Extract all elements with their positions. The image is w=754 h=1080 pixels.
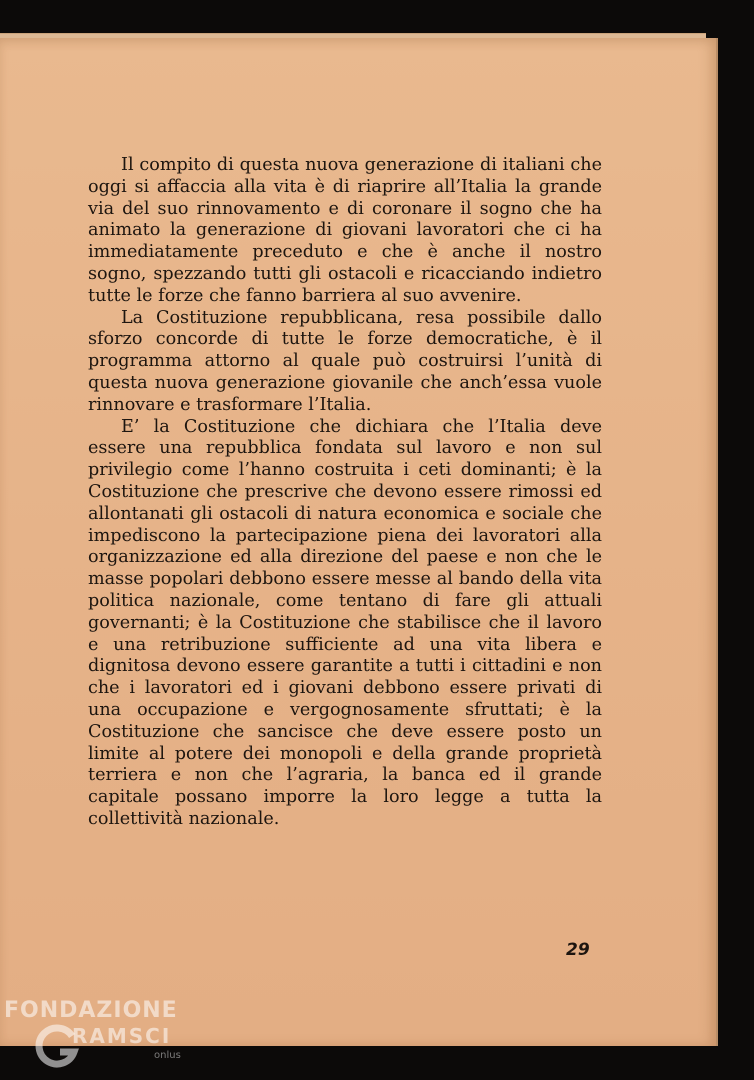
- paragraph-2: La Costituzione repubblicana, resa possibile dallo sforzo concorde di tutte le forze democratiche, è il programma attorno al quale può costruirsi l’unità di questa nuova generazione giovanile che anch’essa vuole rinnovare e trasformare l’Italia.: [88, 307, 602, 415]
- watermark-logo: [4, 996, 194, 1076]
- body-text: [88, 155, 602, 831]
- paragraph-3: E’ la Costituzione che dichiara che l’Italia deve essere una repubblica fondata sul lavoro e non sul privilegio come l’hanno costruita i ceti dominanti; è la Costituzione che prescrive che devono essere rimossi ed allontanati gli ostacoli di natura economica e sociale che impediscono la partecipazione piena dei lavoratori alla organizzazione ed alla direzione del paese e non che le masse popolari debbono essere messe al bando della vita politica nazionale, come tentano di fare gli attuali governanti; è la Costituzione che stabilisce che il lavoro e una retribuzione sufficiente ad una vita libera e dignitosa devono essere garantite a tutti i cittadini e non che i lavoratori ed i giovani debbono essere privati di una occupazione e vergognosamente sfruttati; è la Costituzione che sancisce che deve essere posto un limite al potere dei monopoli e della grande proprietà terriera e non che l’agraria, la banca ed il grande capitale possano imporre la loro legge a tutta la collettività nazionale.: [88, 416, 602, 829]
- watermark-suffix: onlus: [154, 1050, 181, 1061]
- paragraph-1: Il compito di questa nuova generazione di italiani che oggi si affaccia alla vita è di riaprire all’Italia la grande via del suo rinnovamento e di coronare il sogno che ha animato la generazione di giovani lavoratori che ci ha immediatamente preceduto e che è anche il nostro sogno, spezzando tutti gli ostacoli e ricacciando indietro tutte le forze che fanno barriera al suo avvenire.: [88, 155, 602, 306]
- page-number: 29: [566, 940, 590, 960]
- watermark-line1: FONDAZIONE: [4, 998, 178, 1023]
- book-page: [0, 38, 718, 1046]
- watermark-line2: RAMSCI: [72, 1024, 172, 1048]
